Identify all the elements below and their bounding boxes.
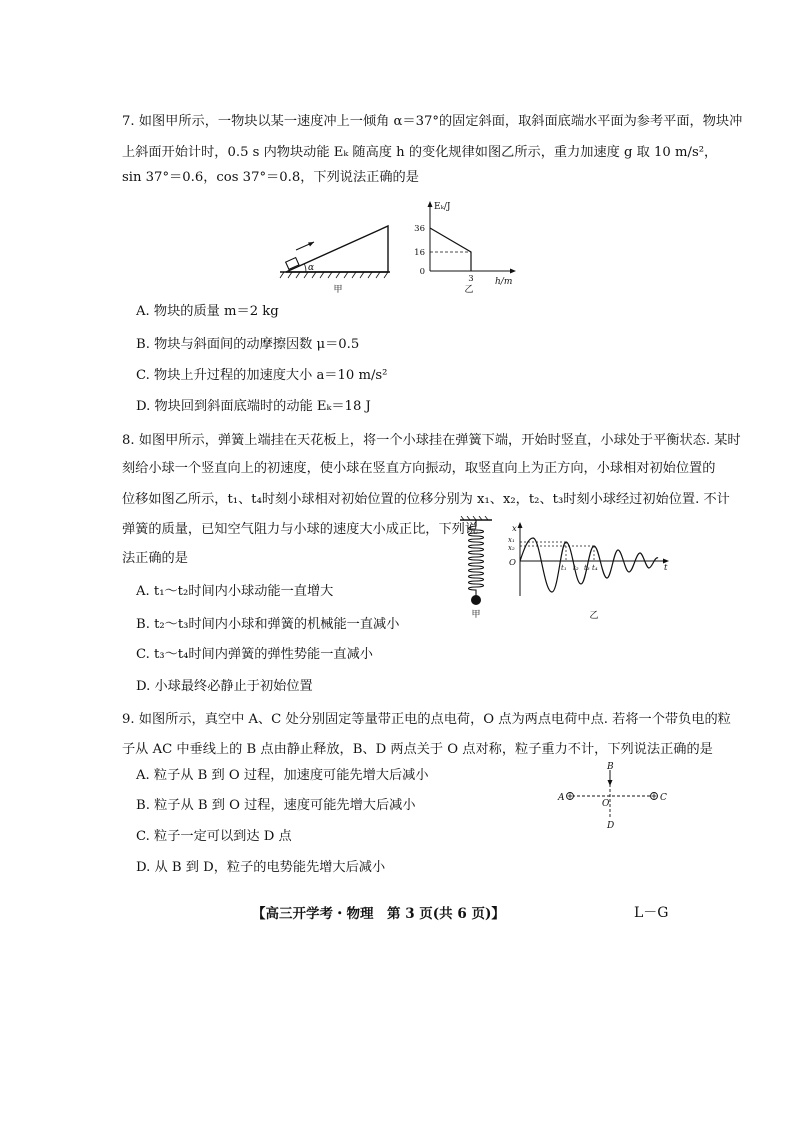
q8-option-b: B. t₂～t₃时间内小球和弹簧的机械能一直减小	[136, 617, 400, 632]
q9-option-d: D. 从 B 到 D，粒子的电势能先增大后减小	[136, 860, 386, 875]
question-8-line-1: 8. 如图甲所示，弹簧上端挂在天花板上，将一个小球挂在弹簧下端，开始时竖直，小球处于平衡状态. 某时	[122, 433, 741, 448]
question-8-line-3: 位移如图乙所示，t₁、t₄时刻小球相对初始位置的位移分别为 x₁、x₂，t₂、t₃时刻小球经过初始位置. 不计	[122, 492, 730, 507]
q8-graph-t2: t₂	[573, 564, 579, 572]
q7-graph-tick-36: 36	[414, 224, 425, 234]
q8-graph-x1: x₁	[508, 536, 515, 544]
q7-alpha-label: α	[308, 263, 315, 273]
question-9-stem	[122, 706, 731, 764]
q8-option-d: D. 小球最终必静止于初始位置	[136, 679, 313, 694]
question-9-line-2: 子从 AC 中垂线上的 B 点由静止释放，B、D 两点关于 O 点对称，粒子重力不计，下列说法正确的是	[122, 742, 713, 757]
page-footer: 【高三开学考・物理 第 3 页(共 6 页)】	[252, 906, 505, 922]
question-9-line-1: 9. 如图所示，真空中 A、C 处分别固定等量带正电的点电荷，O 点为两点电荷中点. 若将一个带负电的粒	[122, 712, 731, 727]
q9-label-d: D	[607, 821, 615, 831]
q9-option-a: A. 粒子从 B 到 O 过程，加速度可能先增大后减小	[136, 768, 429, 783]
q8-figure-yi-caption: 乙	[589, 611, 599, 621]
q8-option-a: A. t₁～t₂时间内小球动能一直增大	[136, 584, 334, 599]
q7-figure-yi-caption: 乙	[464, 285, 474, 295]
q8-graph-t3: t₃	[584, 564, 590, 572]
paper-code: L－G	[634, 905, 669, 921]
q9-label-c: C	[660, 793, 667, 803]
q7-figure-jia-caption: 甲	[333, 285, 343, 295]
q7-graph-tick-16: 16	[414, 248, 425, 258]
q7-graph-x-label: h/m	[495, 277, 513, 287]
question-7-line-3: sin 37°＝0.6，cos 37°＝0.8，下列说法正确的是	[122, 170, 419, 185]
question-7-line-1: 7. 如图甲所示，一物块以某一速度冲上一倾角 α＝37°的固定斜面，取斜面底端水平面为参考平面，物块冲	[122, 114, 743, 129]
question-8-line-4: 弹簧的质量，已知空气阻力与小球的速度大小成正比，下列说	[122, 522, 479, 537]
q7-option-b: B. 物块与斜面间的动摩擦因数 μ＝0.5	[136, 337, 360, 352]
question-7-stem	[122, 108, 743, 192]
q8-figure-yi-graph	[506, 520, 672, 628]
q7-graph-tick-3: 3	[468, 274, 474, 284]
q8-figure-jia-caption: 甲	[471, 610, 481, 620]
q7-option-d: D. 物块回到斜面底端时的动能 Eₖ＝18 J	[136, 399, 371, 414]
q8-graph-t1: t₁	[561, 564, 567, 572]
q8-graph-x2: x₂	[508, 544, 515, 552]
q9-label-b: B	[607, 762, 614, 772]
question-8-line-2: 刻给小球一个竖直向上的初速度，使小球在竖直方向振动，取竖直向上为正方向，小球相对初始位置的	[122, 461, 716, 476]
question-8-line-5: 法正确的是	[122, 551, 188, 566]
q7-option-c: C. 物块上升过程的加速度大小 a＝10 m/s²	[136, 368, 388, 383]
q7-graph-y-label: Eₖ/J	[434, 202, 451, 212]
q8-graph-t4: t₄	[592, 564, 598, 572]
question-7-line-2: 上斜面开始计时，0.5 s 内物块动能 Eₖ 随高度 h 的变化规律如图乙所示，重力加速度 g 取 10 m/s²，	[122, 145, 718, 160]
q8-option-c: C. t₃～t₄时间内弹簧的弹性势能一直减小	[136, 647, 373, 662]
q7-figure-yi-graph	[410, 196, 526, 300]
q7-option-a: A. 物块的质量 m＝2 kg	[136, 304, 279, 319]
q9-label-o: O	[602, 799, 610, 809]
q8-figure-spring	[456, 516, 496, 624]
q8-graph-origin: O	[509, 558, 516, 568]
q9-figure-charges	[556, 762, 670, 836]
q9-label-a: A	[558, 793, 565, 803]
q9-option-c: C. 粒子一定可以到达 D 点	[136, 829, 292, 844]
q9-option-b: B. 粒子从 B 到 O 过程，速度可能先增大后减小	[136, 798, 416, 813]
q7-graph-origin: 0	[419, 267, 425, 277]
q8-graph-x-label: t	[664, 563, 668, 573]
q8-graph-y-label: x	[512, 524, 517, 534]
q7-figure-jia	[278, 218, 398, 302]
